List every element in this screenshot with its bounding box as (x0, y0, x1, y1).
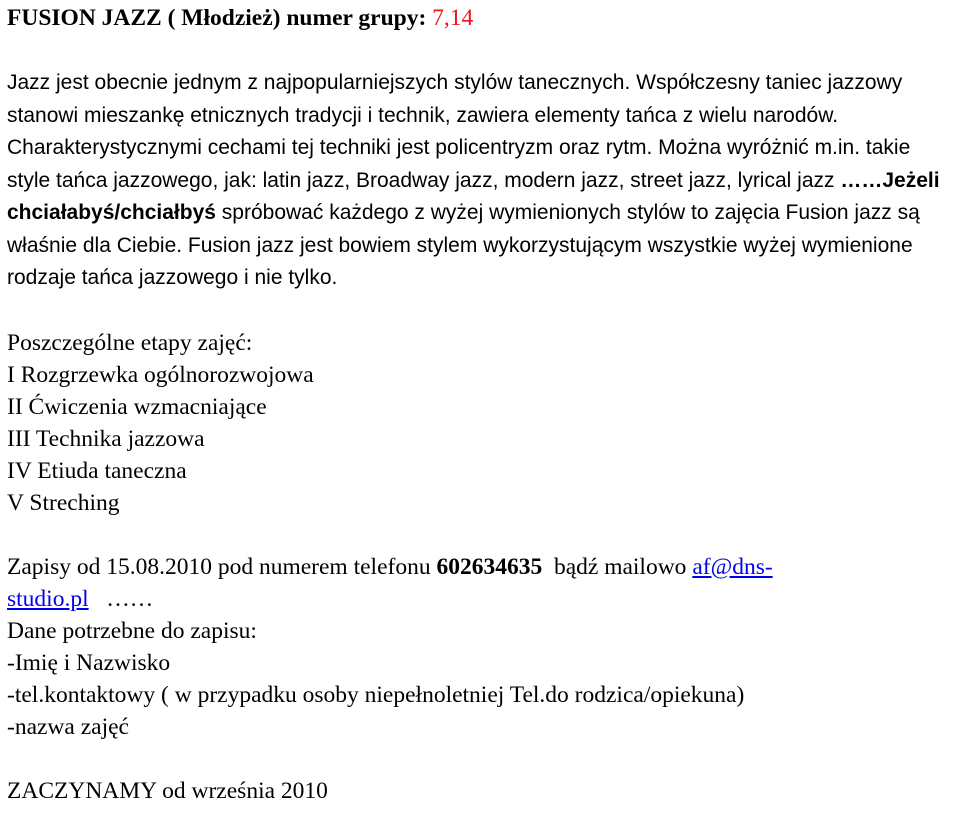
phone-number: 602634635 (436, 553, 543, 580)
stage-item: II Ćwiczenia wzmacniające (7, 393, 267, 420)
email-link-part1[interactable]: af@dns- (692, 553, 773, 580)
start-announcement: ZACZYNAMY od września 2010 (7, 777, 328, 804)
intro-paragraph (7, 67, 953, 295)
document-page (7, 0, 953, 807)
intro-text-part3: spróbować każdego z wyżej wymienionych stylów to zajęcia Fusion jazz są właśnie dla Ciebie. Fusion jazz jest bowiem stylem wykorzystującym wszystkie wyżej wymienione rodzaje tańca jazzowego i nie tylko. (7, 201, 920, 289)
signup-dots: …… (88, 585, 154, 612)
stage-item: I Rozgrzewka ogólnorozwojowa (7, 361, 314, 388)
signup-line-2 (7, 583, 953, 615)
title-main: FUSION JAZZ ( Młodzież) numer grupy: (7, 5, 433, 31)
signup-prefix: Zapisy od 15.08.2010 pod numerem telefonu (7, 553, 437, 580)
intro-text-part1: Jazz jest obecnie jednym z najpopularniejszych stylów tanecznych. Współczesny taniec jazzowy stanowi mieszankę etnicznych tradycji i technik, zawiera elementy tańca z wielu narodów. Charakterystycznymi cechami tej techniki jest policentryzm oraz rytm. Można wyróżnić m.in. takie style tańca jazzowego, jak: latin jazz, Broadway jazz, modern jazz, street jazz, lyrical jazz (7, 71, 911, 192)
page-title (7, 2, 953, 34)
signup-section (7, 551, 953, 743)
stage-item: V Streching (7, 489, 120, 516)
signup-line (7, 551, 953, 583)
stages-heading: Poszczególne etapy zajęć: (7, 329, 253, 356)
required-item: -Imię i Nazwisko (7, 649, 171, 676)
email-link-part2[interactable]: studio.pl (7, 585, 89, 612)
group-number: 7,14 (432, 5, 474, 31)
required-heading: Dane potrzebne do zapisu: (7, 617, 257, 644)
stage-item: III Technika jazzowa (7, 425, 205, 452)
signup-middle: bądź mailowo (542, 553, 693, 580)
required-item: -nazwa zajęć (7, 713, 129, 740)
required-item: -tel.kontaktowy ( w przypadku osoby niepełnoletniej Tel.do rodzica/opiekuna) (7, 681, 745, 708)
stages-section (7, 327, 953, 519)
intro-text-bold: ……Jeżeli chciałabyś/chciałbyś (7, 168, 940, 224)
stage-item: IV Etiuda taneczna (7, 457, 187, 484)
